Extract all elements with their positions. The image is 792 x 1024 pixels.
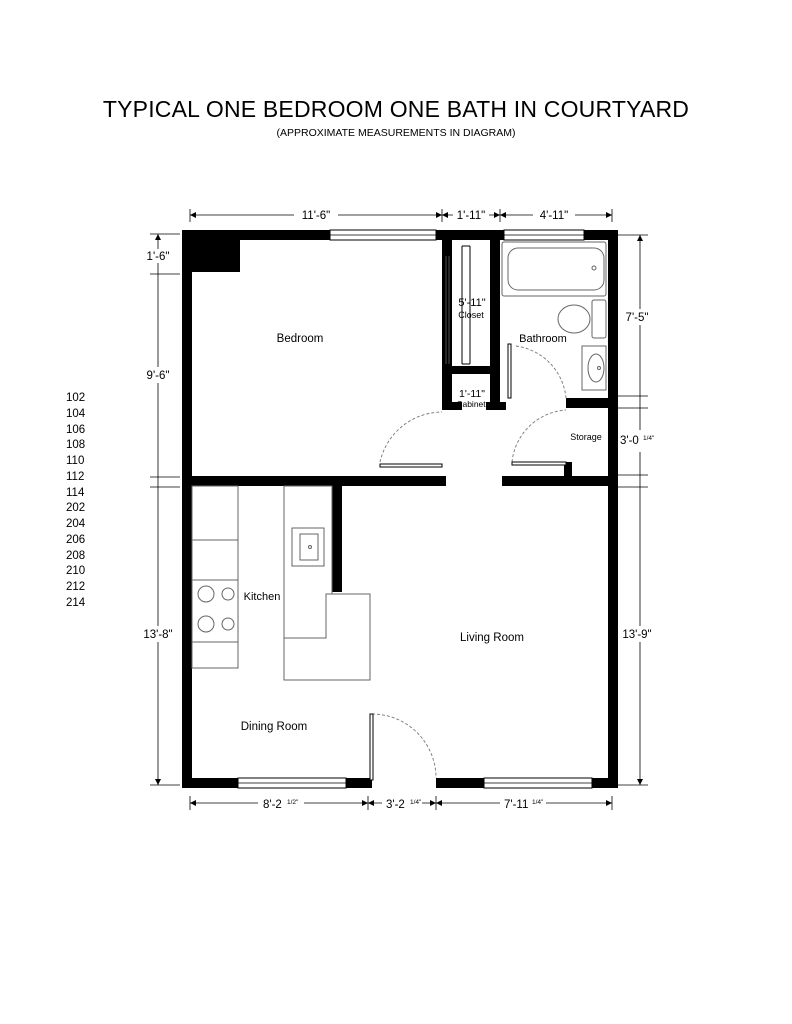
page-subtitle: (APPROXIMATE MEASUREMENTS IN DIAGRAM) (276, 127, 516, 139)
unit-number: 206 (66, 533, 86, 546)
unit-number: 104 (66, 407, 86, 420)
exterior-wall (182, 230, 192, 788)
toilet-tank (592, 300, 606, 338)
bathroom-fixtures (502, 242, 606, 390)
unit-number: 114 (66, 486, 85, 499)
dimension-label: 9'-6" (146, 370, 170, 382)
closet-dimension: 5'-11" (458, 297, 486, 309)
unit-number: 214 (66, 596, 86, 609)
page-title: TYPICAL ONE BEDROOM ONE BATH IN COURTYARD (102, 96, 690, 122)
unit-number: 110 (66, 455, 85, 467)
dimension-label: 3'-0 (620, 435, 639, 447)
counter-stove (192, 540, 238, 668)
room-label-cabinet: Cabinet (456, 399, 486, 409)
burner (222, 588, 234, 600)
exterior-wall (608, 230, 618, 788)
dimension-label: 8'-2 (263, 799, 282, 811)
room-label-living-room: Living Room (460, 632, 524, 644)
unit-number: 210 (66, 565, 86, 578)
interior-wall (486, 402, 506, 410)
dimension-label: 11'-6" (301, 210, 331, 222)
room-label-dining-room: Dining Room (240, 721, 308, 733)
room-label-storage: Storage (570, 432, 602, 442)
unit-number: 102 (66, 392, 86, 404)
dimension-label: 13'-9" (622, 629, 652, 641)
burner (198, 586, 214, 602)
room-label-kitchen: Kitchen (243, 591, 281, 603)
exterior-wall (182, 778, 238, 788)
interior-wall (502, 476, 618, 486)
dimension-label: 1'-11" (456, 210, 486, 222)
doors (372, 346, 566, 778)
interior-wall (490, 240, 500, 410)
unit-number: 202 (66, 502, 86, 515)
dimension-label: 1'-6" (146, 251, 170, 263)
unit-number: 204 (66, 518, 86, 530)
dimension-label: 7'-5" (625, 312, 649, 324)
room-label-closet: Closet (458, 310, 484, 320)
dimension-label: 13'-8" (143, 629, 173, 641)
room-label-bedroom: Bedroom (276, 333, 324, 345)
exterior-wall (182, 230, 330, 240)
exterior-wall (592, 778, 618, 788)
unit-number: 208 (66, 549, 86, 562)
interior-wall (182, 476, 446, 486)
dimension-label: 7'-11 (504, 799, 529, 811)
burner (198, 616, 214, 632)
sink-basin (588, 354, 604, 382)
cabinet-dimension: 1'-11" (459, 388, 485, 400)
kitchen-fixtures (192, 486, 370, 680)
exterior-wall (346, 778, 372, 788)
toilet-bowl (558, 305, 590, 333)
unit-number: 212 (66, 581, 86, 593)
room-label-bathroom: Bathroom (519, 333, 567, 345)
interior-wall (442, 240, 452, 410)
exterior-wall (436, 230, 504, 240)
dimension-fraction: 1/4" (532, 799, 544, 806)
dimension-fraction: 1/2" (287, 799, 299, 806)
chimney-block (192, 240, 240, 272)
unit-number: 106 (66, 423, 86, 436)
unit-number: 112 (66, 470, 85, 483)
burner (222, 618, 234, 630)
dimension-fraction: 1/4" (410, 799, 422, 806)
dimension-label: 4'-11" (539, 210, 569, 222)
exterior-wall (436, 778, 484, 788)
counter-top (192, 486, 238, 540)
walls (182, 230, 618, 788)
interior-wall (442, 366, 500, 374)
door-leaves (370, 344, 566, 780)
unit-number: 108 (66, 439, 86, 452)
dimension-fraction: 1/4" (643, 435, 655, 442)
interior-wall (566, 398, 618, 408)
dimension-label: 3'-2 (386, 799, 405, 811)
interior-wall (332, 476, 342, 592)
